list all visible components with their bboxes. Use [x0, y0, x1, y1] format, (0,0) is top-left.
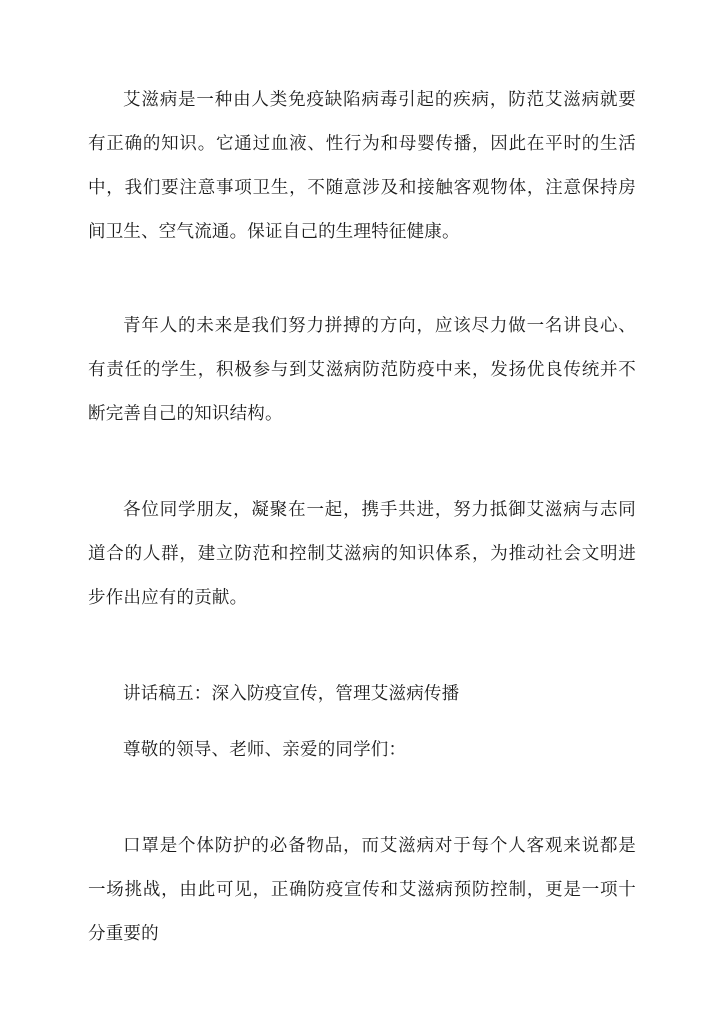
paragraph-aids-knowledge: 艾滋病是一种由人类免疫缺陷病毒引起的疾病，防范艾滋病就要有正确的知识。它通过血液、性行为和母婴传播，因此在平时的生活中，我们要注意事项卫生，不随意涉及和接触客观物体，注意保持房间卫生、空气流通。保证自己的生理特征健康。: [88, 90, 636, 242]
paragraph-mask-protection: 口罩是个体防护的必备物品，而艾滋病对于每个人客观来说都是一场挑战，由此可见，正确防疫宣传和艾滋病预防控制，更是一项十分重要的: [88, 836, 636, 944]
paragraph-youth-responsibility: 青年人的未来是我们努力拼搏的方向，应该尽力做一名讲良心、有责任的学生，积极参与到艾滋病防范防疫中来，发扬优良传统并不断完善自己的知识结构。: [88, 316, 636, 424]
speech-greeting: 尊敬的领导、老师、亲爱的同学们：: [123, 740, 407, 760]
speech-five-heading: 讲话稿五：深入防疫宣传，管理艾滋病传播: [123, 684, 460, 704]
paragraph-call-to-action: 各位同学朋友，凝聚在一起，携手共进，努力抵御艾滋病与志同道合的人群，建立防范和控制艾滋病的知识体系，为推动社会文明进步作出应有的贡献。: [88, 500, 636, 608]
